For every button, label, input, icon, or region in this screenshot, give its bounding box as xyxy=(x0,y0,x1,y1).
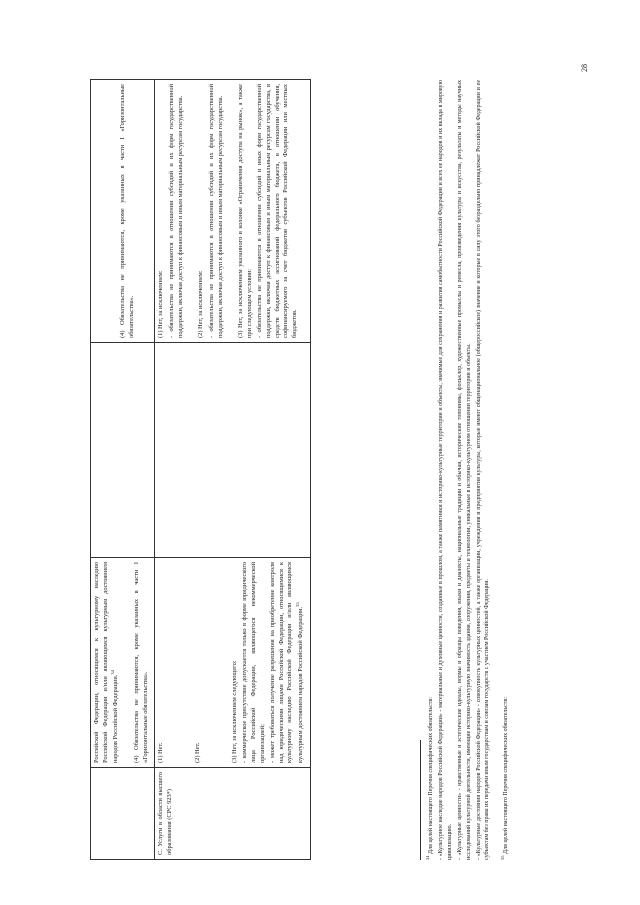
mode-3-intro: (3) Нет, за исключением следующего: xyxy=(230,660,238,763)
mode-2-text: (2) Нет. xyxy=(193,742,201,763)
footnote-34-definition: - «Культурные достояния народов Российской Федерации» - совокупность культурных ценностей, а также организации, учреждения и предприятия культуры, которые имеют общенациональное (общероссийское) значение и которые в силу этого безраздельно принадлежат Российской Федерации и ее субъектам без права их передачи иным государствам и союзам государств с участием Российской Федерации. xyxy=(475,80,491,860)
mode-3-item: - может требоваться получение разрешения на приобретение контроля над юридическими лицами Российской Федерации, относящимися к культурному наследию Российской Федерации и/или являющимся культурным достоянием народов Российской Федерации. xyxy=(269,562,305,763)
footnote-34-definition: - «Культурные ценности» - нравственные и эстетические идеалы, нормы и образцы поведения, языки и диалекты, национальные традиции и обычаи, исторические топонимы, фольклор, художественные промыслы и ремесла, произведения культуры и искусства, результаты и методы научных исследований культурной деятельности, имеющие историко-культурную значимость здания, сооружения, предметы и технологии, уникальные в историко-культурном отношении территории и объекты. xyxy=(457,80,472,860)
footnote-ref: 35 xyxy=(295,602,301,607)
mode-2-intro: (2) Нет, за исключением: xyxy=(197,270,205,338)
footnote-divider xyxy=(420,740,421,860)
footnote-35: Для целей настоящего Перечня специфических обязательств: xyxy=(502,697,509,854)
national-treatment-spacer-cell xyxy=(91,343,155,558)
mode-1-text: (1) Нет. xyxy=(157,742,165,763)
market-access-text: Российской Федерации, относящимся к культурному наследию Российской Федерации и/или являющимся культурным достоянием народов Российской Федерации. xyxy=(93,562,120,763)
footnote-34-lead: Для целей настоящего Перечня специфических обязательств: xyxy=(428,697,434,854)
footnote-ref: 34 xyxy=(110,670,116,675)
mode-3-intro: (3) Нет, за исключением указанного в колонке «Ограничения доступа на рынок», а также при следующем условии: xyxy=(237,84,253,338)
market-access-cell xyxy=(91,558,155,768)
sector-title: C. Услуги в области высшего образования (CPC 923*) xyxy=(157,772,173,855)
market-access-cell xyxy=(155,558,311,768)
commitments-table xyxy=(90,79,311,860)
mode-1-item: - обязательства не принимаются в отношении субсидий и их форм государственной поддержки, включая доступ к финансовым и иным материальным ресурсам государства. xyxy=(167,84,184,338)
market-access-text: (4) Обязательства не принимаются, кроме указанных в части I «Горизонтальные обязательства». xyxy=(133,562,149,763)
sector-cell xyxy=(91,768,155,860)
sector-cell xyxy=(155,768,311,860)
mode-3-item: - обязательства не принимаются в отношении субсидий и иных форм государственной поддержки, включая доступ к финансовым и иным материальным ресурсам государства, в средств бюджетных ассигнований федерального бюджета, в отношении обучения, софинансируемого за счет бюджетов субъектов Российской Федерации или местных бюджетов. xyxy=(256,84,299,338)
mode-1-intro: (1) Нет, за исключением: xyxy=(157,270,165,338)
footnotes: $^{34}$ Для целей настоящего Перечня специфических обязательств: - «Культурное наследие народов Российской Федерации» - материальные и духовные ценности, созданные в прошлом, а также памятники и историко-культурные территории и объекты, значимые для сохранения и развития самобытности Российской Федерации и всех ее народов и их вклада в мировую цивилизацию. - «Культурные ценности» - нравственные и эстетические идеалы, нормы и образцы поведения, языки и диалекты, национальные традиции и обычаи, исторические топонимы, фольклор, художественные промыслы и ремесла, произведения культуры и искусства, результаты и методы научных исследований культурной деятельности, имеющие историко-культурную значимость здания, сооружения, предметы и технологии, уникальные в историко-культурном отношении территории и объекты. - «Культурные достояния народов Российской Федерации» - совокупность культурных ценностей, а также организации, учреждения и предприятия культуры, которые имеют общенациональное (общероссийское) значение и которые в силу этого безраздельно принадлежат Российской Федерации и ее субъектам без права их передачи иным государствам и союзам государств с участием Российской Федерации. $^{35}$ Для целей настоящего Перечня специфических обязательств: xyxy=(420,80,512,860)
mode-2-item: - обязательства не принимаются в отношении субсидий и их форм государственной поддержки, включая доступ к финансовым и иным материальным ресурсам государства. xyxy=(207,84,224,338)
national-treatment-cell xyxy=(155,80,311,343)
table-row xyxy=(91,80,155,860)
mode-3-item: - коммерческое присутствие допускается только в форме юридического лица Российской Федерации, являющегося некоммерческой организацией; xyxy=(241,562,266,763)
rotated-page-content xyxy=(90,60,630,860)
national-treatment-spacer-cell xyxy=(155,343,311,558)
table-row xyxy=(155,80,311,860)
footnote-34-definition: - «Культурное наследие народов Российской Федерации» - материальные и духовные ценности, созданные в прошлом, а также памятники и историко-культурные территории и объекты, значимые для сохранения и развития самобытности Российской Федерации и всех ее народов и их вклада в мировую цивилизацию. xyxy=(438,80,453,860)
national-treatment-cell xyxy=(91,80,155,343)
page-number: 28 xyxy=(580,64,589,72)
national-treatment-text: (4) Обязательства не принимаются, кроме указанных в части I «Горизонтальные обязательства». xyxy=(119,84,135,338)
